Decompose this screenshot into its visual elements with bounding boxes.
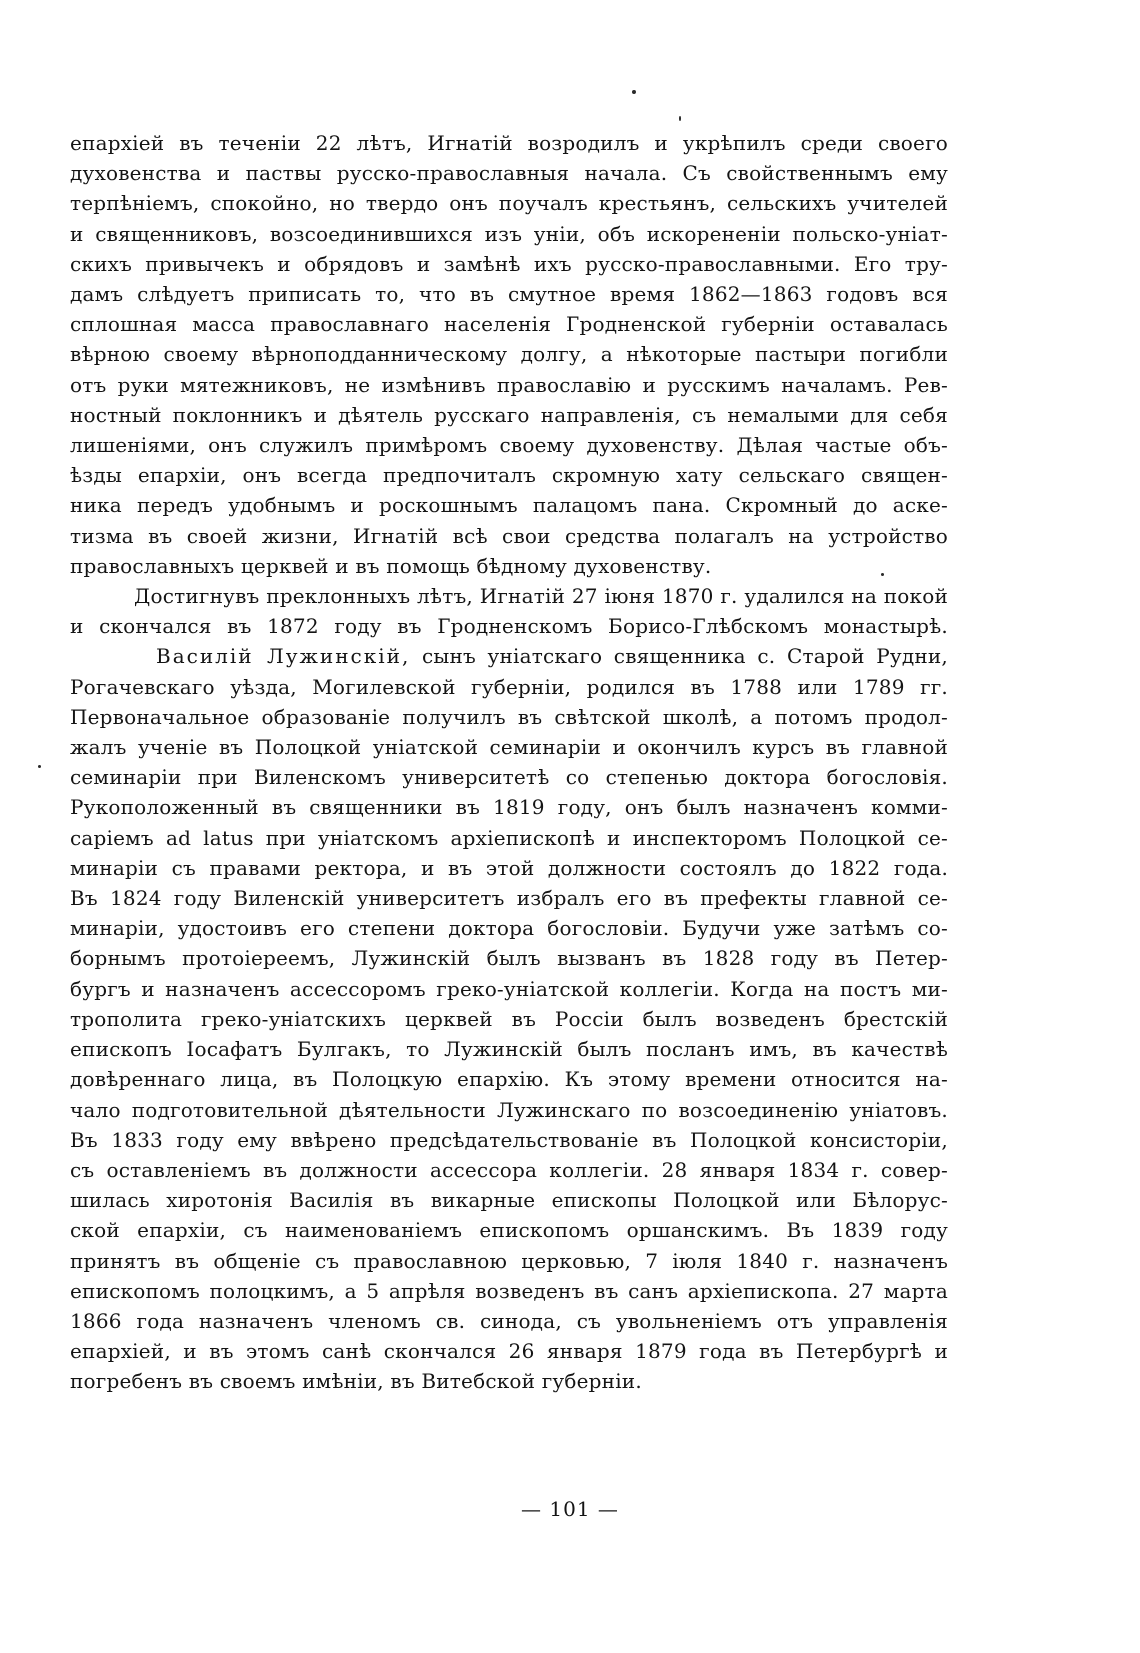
text-line: погребенъ въ своемъ имѣніи, въ Витебской губерніи. — [70, 1369, 642, 1394]
body-text — [70, 128, 948, 1397]
person-name: Василій Лужинскій, — [156, 644, 411, 669]
text-line: епархіей въ теченіи 22 лѣтъ, Игнатій возродилъ и укрѣпилъ среди своего — [70, 131, 948, 155]
text-line: терпѣніемъ, спокойно, но твердо онъ поучалъ крестьянъ, сельскихъ учителей — [70, 191, 948, 216]
text-line: епархіей, и въ этомъ санѣ скончался 26 января 1879 года въ Петербургѣ и — [70, 1339, 948, 1364]
text-line: Въ 1833 году ему ввѣрено предсѣдательствованіе въ Полоцкой консисторіи, — [70, 1127, 948, 1152]
text-line: Въ 1824 году Виленскій университетъ избралъ его въ префекты главной се- — [70, 886, 948, 911]
print-speck — [38, 765, 41, 768]
text-line-content: сынъ уніатскаго священника с. Старой Рудни, — [421, 644, 948, 669]
text-line: минаріи съ правами ректора, и въ этой должности состоялъ до 1822 года. — [70, 855, 948, 880]
text-line: вѣрною своему вѣрноподданническому долгу, а нѣкоторые пастыри погибли — [70, 342, 948, 367]
paragraph-ignatius-biography — [70, 128, 948, 581]
text-line: трополита греко-уніатскихъ церквей въ Россіи былъ возведенъ брестскій — [70, 1006, 948, 1031]
text-line: и скончался въ 1872 году въ Гродненскомъ Борисо-Глѣбскомъ монастырѣ. — [70, 614, 948, 639]
text-line: борнымъ протоіереемъ, Лужинскій былъ вызванъ въ 1828 году въ Петер- — [70, 946, 948, 971]
text-line: сплошная масса православнаго населенія Гродненской губерніи оставалась — [70, 312, 948, 337]
print-speck — [632, 90, 636, 94]
text-line: отъ руки мятежниковъ, не измѣнивъ православію и русскимъ началамъ. Рев- — [70, 372, 948, 397]
text-line: семинаріи при Виленскомъ университетѣ со степенью доктора богословія. — [70, 765, 948, 790]
text-line: минаріи, удостоивъ его степени доктора богословіи. Будучи уже затѣмъ со- — [70, 916, 948, 941]
text-line: и священниковъ, возсоединившихся изъ уніи, объ искорененіи польско-уніат- — [70, 221, 948, 246]
text-line: Рогачевскаго уѣзда, Могилевской губерніи, родился въ 1788 или 1789 гг. — [70, 674, 948, 699]
text-line: довѣреннаго лица, въ Полоцкую епархію. Къ этому времени относится на- — [70, 1067, 948, 1092]
text-line: ника передъ удобнымъ и роскошнымъ палацомъ пана. Скромный до аске- — [70, 493, 948, 518]
text-line-content: Достигнувъ преклонныхъ лѣтъ, Игнатій 27 іюня 1870 г. удалился на покой — [134, 584, 948, 609]
paragraph-ignatius-retirement — [70, 581, 948, 641]
page-number: — 101 — — [521, 1497, 619, 1521]
text-line: лишеніями, онъ служилъ примѣромъ своему духовенству. Дѣлая частые объ- — [70, 433, 948, 458]
text-line: ностный поклонникъ и дѣятель русскаго направленія, съ немалыми для себя — [70, 402, 948, 427]
text-line: ѣзды епархіи, онъ всегда предпочиталъ скромную хату сельскаго священ- — [70, 463, 948, 488]
text-line: православныхъ церквей и въ помощь бѣдному духовенству. — [70, 553, 712, 578]
text-line: 1866 года назначенъ членомъ св. синода, съ увольненіемъ отъ управленія — [70, 1308, 948, 1333]
text-line: жалъ ученіе въ Полоцкой уніатской семинаріи и окончилъ курсъ въ главной — [70, 735, 948, 760]
text-line: Рукоположенный въ священники въ 1819 году, онъ былъ назначенъ комми- — [70, 795, 948, 820]
text-line: саріемъ ad latus при уніатскомъ архіепископѣ и инспекторомъ Полоцкой се- — [70, 825, 948, 850]
text-line: чало подготовительной дѣятельности Лужинскаго по возсоединенію уніатовъ. — [70, 1097, 948, 1122]
text-line: съ оставленіемъ въ должности ассессора коллегіи. 28 января 1834 г. совер- — [70, 1157, 948, 1182]
text-line: бургъ и назначенъ ассессоромъ греко-уніатской коллегіи. Когда на постъ ми- — [70, 976, 948, 1001]
text-line: тизма въ своей жизни, Игнатій всѣ свои средства полагалъ на устройство — [70, 523, 948, 548]
text-line: скихъ привычекъ и обрядовъ и замѣнѣ ихъ русско-православными. Его тру- — [70, 251, 948, 276]
text-line: епископъ Іосафатъ Булгакъ, то Лужинскій былъ посланъ имъ, въ качествѣ — [70, 1037, 948, 1062]
print-speck — [679, 116, 681, 121]
text-line: Первоначальное образованіе получилъ въ свѣтской школѣ, а потомъ продол- — [70, 704, 948, 729]
text-line: шилась хиротонія Василія въ викарные епископы Полоцкой или Бѣлорус- — [70, 1188, 948, 1213]
text-line: дамъ слѣдуетъ приписать то, что въ смутное время 1862—1863 годовъ вся — [70, 282, 948, 307]
text-line: принятъ въ общеніе съ православною церковью, 7 іюля 1840 г. назначенъ — [70, 1248, 948, 1273]
text-line — [70, 641, 948, 671]
text-line: духовенства и паствы русско-православныя начала. Съ свойственнымъ ему — [70, 161, 948, 186]
text-line — [70, 581, 948, 611]
text-line: ской епархіи, съ наименованіемъ епископомъ оршанскимъ. Въ 1839 году — [70, 1218, 948, 1243]
text-line: епископомъ полоцкимъ, а 5 апрѣля возведенъ въ санъ архіепископа. 27 марта — [70, 1278, 948, 1303]
paragraph-vasily-luzhinsky — [70, 641, 948, 1396]
